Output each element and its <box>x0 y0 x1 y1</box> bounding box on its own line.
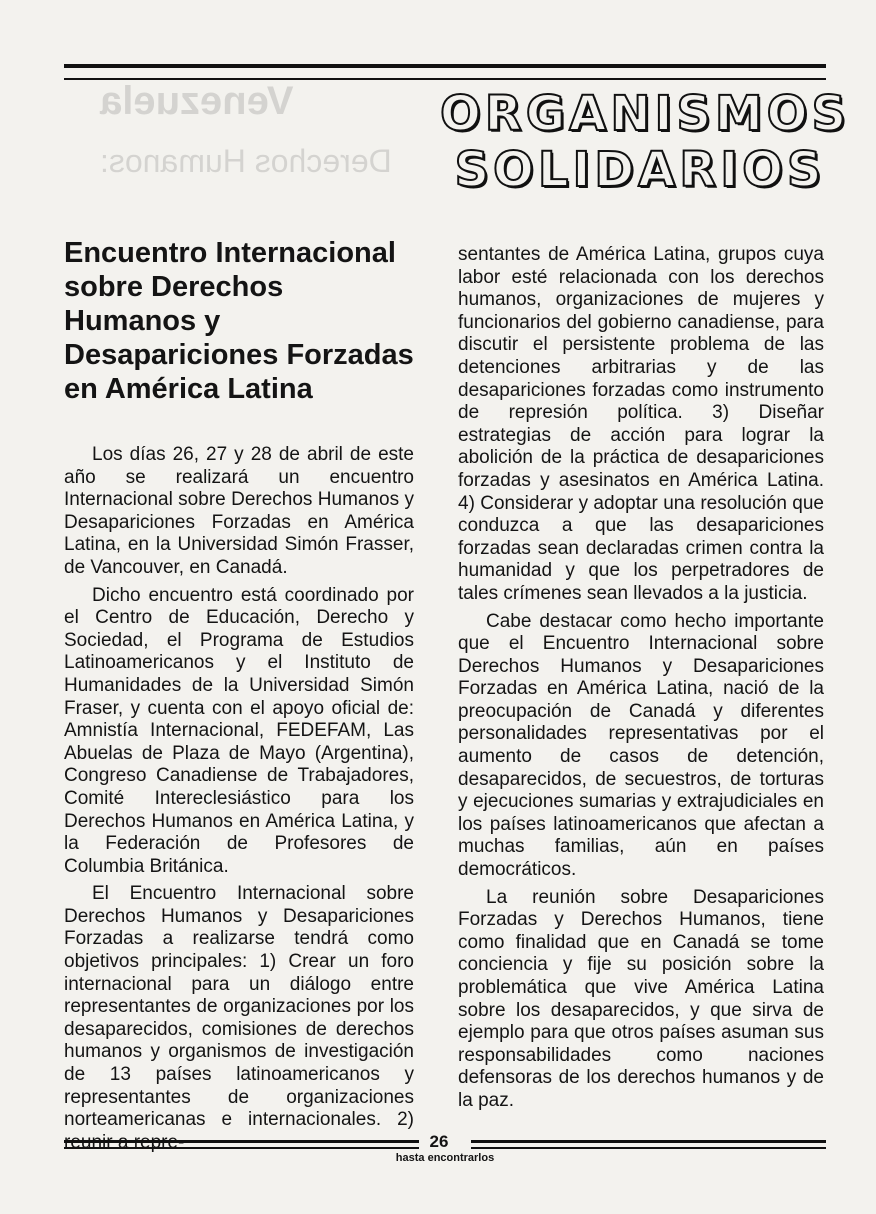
body-paragraph: La reunión sobre Desapariciones Forzadas y Derechos Humanos, tiene como finalidad que en Canadá se tome conciencia y fije su posición sobre la problemática que vive América Latina sobre los desaparecidos, y que sirva de ejemplo para que otros países asuman sus responsabilidades como naciones defensoras de los derechos humanos y de la paz. <box>458 886 824 1111</box>
section-title <box>440 86 851 198</box>
section-title-line-2: SOLIDARIOS <box>454 142 826 198</box>
body-paragraph: Los días 26, 27 y 28 de abril de este año se realizará un encuentro Internacional sobre Derechos Humanos y Desapariciones Forzadas en América Latina, en la Universidad Simón Frasser, de Vancouver, en Canadá. <box>64 444 414 578</box>
article-headline: Encuentro Internacional sobre Derechos Humanos y Desapariciones Forzadas en América Latina <box>64 237 414 405</box>
left-column <box>64 236 414 1159</box>
body-paragraph: El Encuentro Internacional sobre Derechos Humanos y Desapariciones Forzadas a realizarse tendrá como objetivos principales: 1) Crear un foro internacional para un diálogo entre representantes de organizaciones por los desaparecidos, comisiones de derechos humanos y organismos de investigación de 13 países latinoamericanos y representantes de organizaciones norteamericanas e internacionales. 2) reunir a repre- <box>64 883 414 1153</box>
body-paragraph: Cabe destacar como hecho importante que el Encuentro Internacional sobre Derechos Humanos y Desapariciones Forzadas en América Latina, nació de la preocupación de Canadá y diferentes personalidades representativas por el aumento de casos de detención, desaparecidos, de secuestros, de torturas y ejecuciones sumarias y extrajudiciales en los países latinoamericanos que afectan a muchas familias, aún en países democráticos. <box>458 610 824 881</box>
header-rule <box>64 64 826 80</box>
body-paragraph-continued: sentantes de América Latina, grupos cuya labor esté relacionada con los derechos humanos, organizaciones de mujeres y funcionarios del gobierno canadiense, para discutir el persistente problema de las detenciones arbitrarias y de las desapariciones forzadas como instrumento de represión política. 3) Diseñar estrategias de acción para lograr la abolición de la práctica de desapariciones forzadas y asesinatos en América Latina. 4) Considerar y adoptar una resolución que conduzca a que las desapariciones forzadas sean declaradas crimen contra la humanidad y que los perpetradores de tales crímenes sean llevados a la justicia. <box>458 244 824 604</box>
footer-rule-right <box>471 1140 826 1149</box>
footer-rule-left <box>64 1140 419 1149</box>
page-number: 26 <box>429 1132 449 1151</box>
section-title-line-1: ORGANISMOS <box>440 86 851 142</box>
right-column <box>458 244 824 1118</box>
body-paragraph: Dicho encuentro está coordinado por el Centro de Educación, Derecho y Sociedad, el Programa de Estudios Latinoamericanos y el Instituto de Humanidades de la Universidad Simón Fraser, y cuenta con el apoyo oficial de: Amnistía Internacional, FEDEFAM, Las Abuelas de Plaza de Mayo (Argentina), Congreso Canadiense de Trabajadores, Comité Intereclesiástico para los Derechos Humanos en América Latina, y la Federación de Profesores de Columbia Británica. <box>64 584 414 877</box>
publication-name: hasta encontrarlos <box>395 1152 495 1164</box>
reverse-side-bleed-through: Venezuela Derechos Humanos: <box>100 79 392 179</box>
